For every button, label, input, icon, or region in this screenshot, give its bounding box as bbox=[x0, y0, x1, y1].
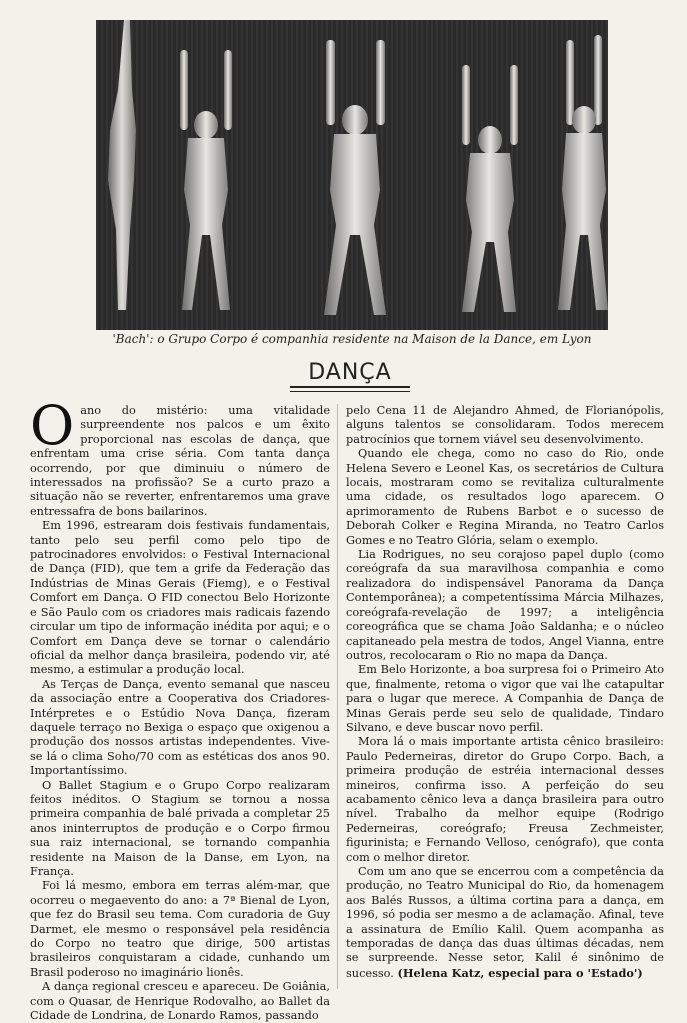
dropcap: O bbox=[30, 394, 75, 457]
article-paragraph: pelo Cena 11 de Alejandro Ahmed, de Florianópolis, alguns talentos se consolidaram. Todos merecem patrocínios que tornem viável seu desenvolvimento. bbox=[346, 404, 664, 446]
article-paragraph: Oano do mistério: uma vitalidade surpreendente nos palcos e um êxito proporcional nas escolas de dança, que enfrentam uma crise séria. Com tanta dança ocorrendo, por que diminuiu o número de interessados na profissão? Se a curto prazo a situação não se reverter, enfrentaremos uma grave entressafra de bons bailarinos. bbox=[30, 394, 330, 518]
section-title: DANÇA bbox=[290, 360, 410, 388]
article-paragraph: As Terças de Dança, evento semanal que nasceu da associação entre a Cooperativa dos Criadores-Intérpretes e o Estúdio Nova Dança, fizeram daquele terraço no Bexiga o espaço que oxigenou a produção dos nossos artistas independentes. Vive-se lá o clima Soho/70 com as estéticas dos anos 90. Importantíssimo. bbox=[30, 677, 330, 778]
article-paragraph: Em 1996, estrearam dois festivais fundamentais, tanto pelo seu perfil como pelo tipo de patrocinadores envolvidos: o Festival Internacional de Dança (FID), que tem a grife da Federação das Indústrias de Minas Gerais (Fiemg), e o Festival Comfort em Dança. O FID conectou Belo Horizonte e São Paulo com os criadores mais radicais fazendo circular um tipo de informação inédita por aqui; e o Comfort em Dança deve se tornar o calendário oficial da melhor dança brasileira, podendo vir, até mesmo, a estimular a produção local. bbox=[30, 519, 330, 677]
dancers-illustration bbox=[96, 20, 608, 330]
article-paragraph: Quando ele chega, como no caso do Rio, onde Helena Severo e Leonel Kas, os secretários de Cultura locais, mostraram como se revitaliza culturalmente uma cidade, os resultados logo aparecem. O aprimoramento de Rubens Barbot e o sucesso de Deborah Colker e Regina Miranda, no Teatro Carlos Gomes e no Teatro Glória, selam o exemplo. bbox=[346, 447, 664, 547]
photo-caption: 'Bach': o Grupo Corpo é companhia residente na Maison de la Dance, em Lyon bbox=[112, 332, 592, 346]
article-paragraph: Com um ano que se encerrou com a competência da produção, no Teatro Municipal do Rio, da homenagem aos Balés Russos, a última cortina para a dança, em 1996, só podia ser mesmo a de aclamação. Afinal, teve a assinatura de Emílio Kalil. Quem acompanha as temporadas de dança das duas últimas décadas, nem se surpreende. Nesse setor, Kalil é sinônimo de sucesso. (Helena Katz, especial para o 'Estado') bbox=[346, 865, 664, 980]
article-paragraph: O Ballet Stagium e o Grupo Corpo realizaram feitos inéditos. O Stagium se tornou a nossa primeira companhia de balé privada a completar 25 anos ininterruptos de produção e o Corpo firmou sua raiz internacional, se tornando companhia residente na Maison de la Danse, em Lyon, na França. bbox=[30, 778, 330, 878]
article-column-right bbox=[346, 404, 664, 981]
article-paragraph: Lia Rodrigues, no seu corajoso papel duplo (como coreógrafa da sua maravilhosa companhia e como realizadora do indispensável Panorama da Dança Contemporânea); a competentíssima Márcia Milhazes, coreógrafa-revelação de 1997; a inteligência coreográfica que se chama João Saldanha; e o núcleo capitaneado pela mestra de todos, Angel Vianna, entre outros, recolocaram o Rio no mapa da Dança. bbox=[346, 548, 664, 662]
article-paragraph: Mora lá o mais importante artista cênico brasileiro: Paulo Pederneiras, diretor do Grupo Corpo. Bach, a primeira produção de estréia internacional desses mineiros, confirma isso. A perfeição do seu acabamento cênico leva a dança brasileira para outro nível. Trabalho da melhor equipe (Rodrigo Pederneiras, coreógrafo; Freusa Zechmeister, figurinista; e Fernando Velloso, cenógrafo), que conta com o melhor diretor. bbox=[346, 735, 664, 864]
article-paragraph: A dança regional cresceu e apareceu. De Goiânia, com o Quasar, de Henrique Rodovalho, ao Ballet da Cidade de Londrina, de Lonardo Ramos, passando bbox=[30, 980, 330, 1023]
article-column-left bbox=[30, 394, 330, 1023]
byline: (Helena Katz, especial para o 'Estado') bbox=[397, 965, 643, 980]
article-paragraph: Em Belo Horizonte, a boa surpresa foi o Primeiro Ato que, finalmente, retoma o vigor que vai lhe catapultar para o lugar que merece. A Companhia de Dança de Minas Gerais perde seu selo de qualidade, Tindaro Silvano, e deve buscar novo perfil. bbox=[346, 663, 664, 734]
article-paragraph: Foi lá mesmo, embora em terras além-mar, que ocorreu o megaevento do ano: a 7ª Bienal de Lyon, que fez do Brasil seu tema. Com curadoria de Guy Darmet, ele mesmo o responsável pela residência do Corpo no teatro que dirige, 500 artistas brasileiros conquistaram a cidade, cunhando um Brasil poderoso no imaginário lionês. bbox=[30, 879, 330, 979]
column-divider bbox=[337, 404, 338, 989]
dancers-photo bbox=[96, 20, 608, 330]
